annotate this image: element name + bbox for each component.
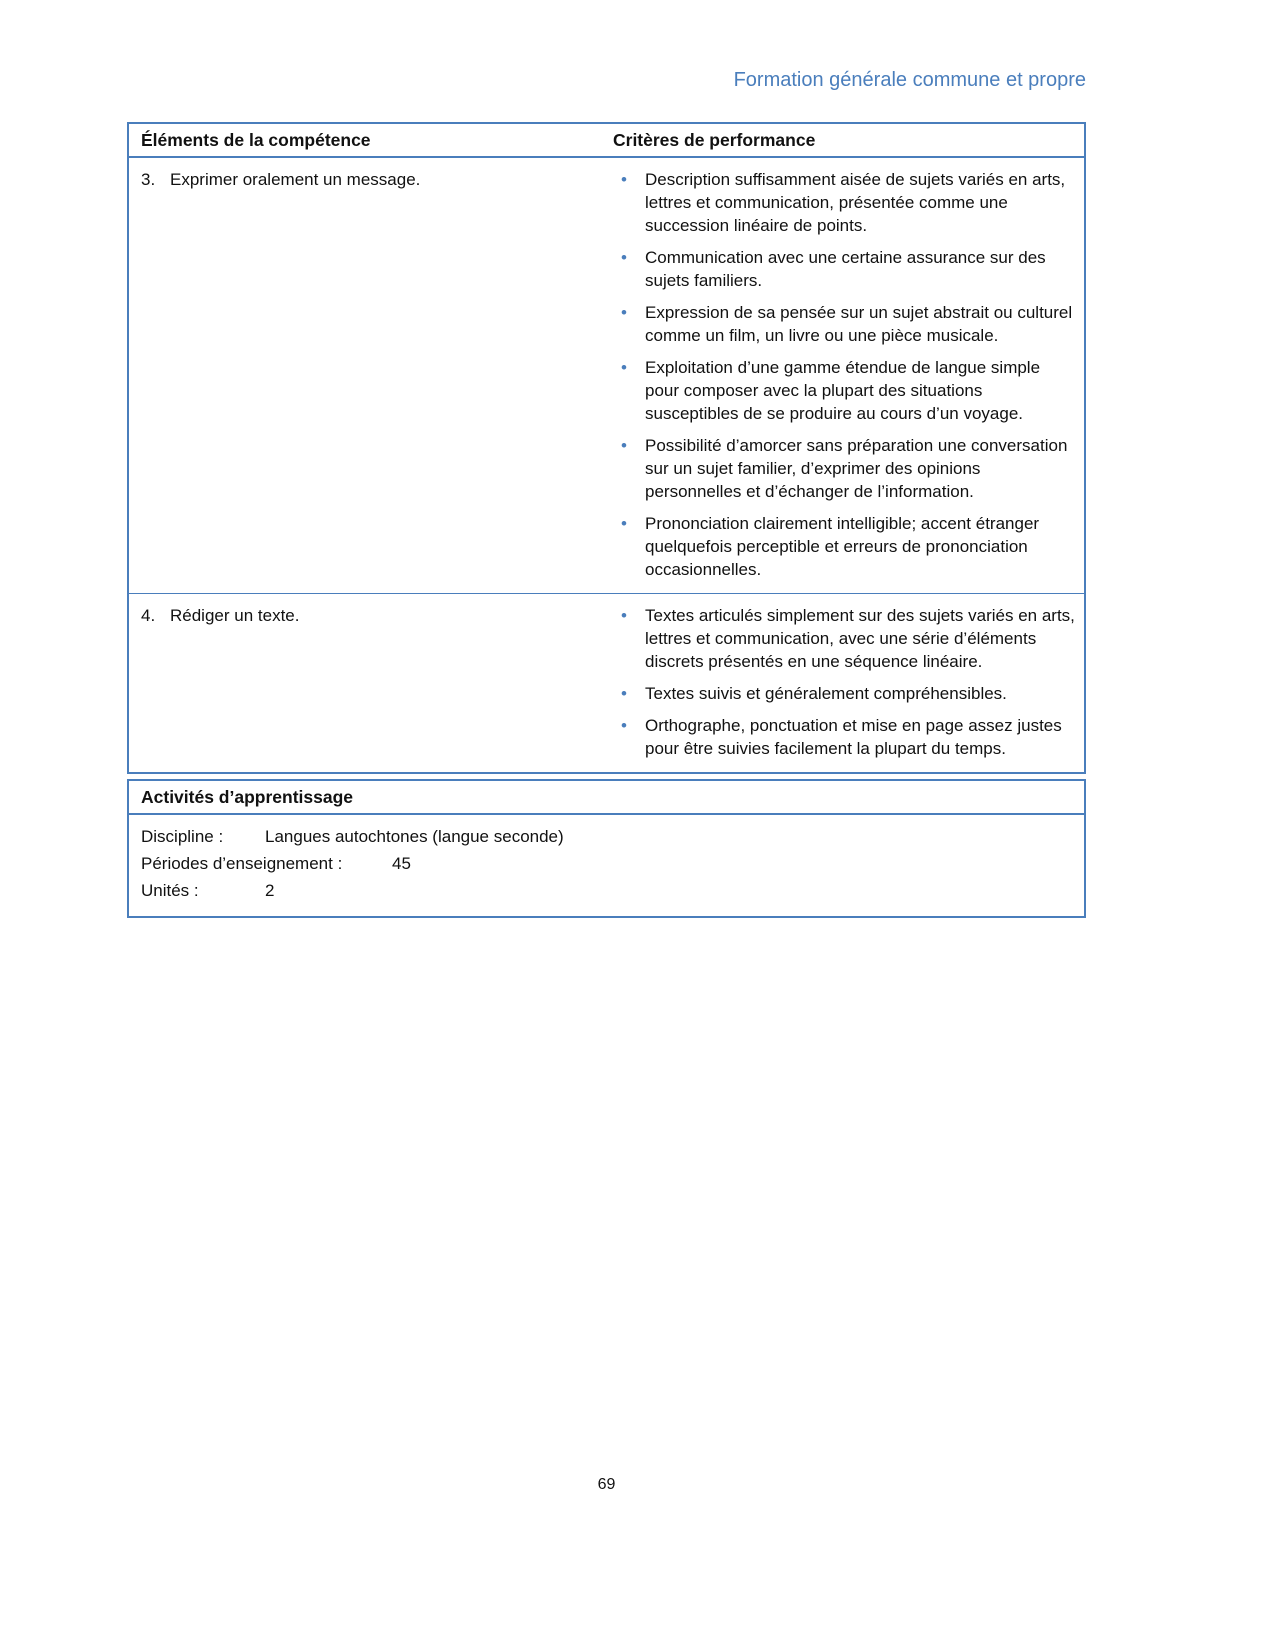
bullet-icon: • [621,684,627,703]
element-text: Exprimer oralement un message. [170,170,421,189]
page-content [127,0,1086,918]
activity-value: 2 [265,881,275,900]
criteria-text: Exploitation d’une gamme étendue de langue simple pour composer avec la plupart des situations susceptibles de se produire au cours d’un voyage. [645,358,1041,423]
criteria-item [613,512,1078,581]
criteria-text: Textes suivis et généralement compréhensibles. [645,684,1007,703]
activity-label: Unités : [141,881,199,900]
criteria-item [613,714,1078,760]
activities-body [129,815,1084,916]
criteria-item [613,301,1078,347]
competence-table-header-row [129,124,1084,158]
activity-row [141,823,1072,850]
bullet-icon: • [621,436,627,455]
element-cell [129,158,613,593]
competence-row [129,593,1084,772]
activity-value: 45 [392,854,411,873]
criteria-text: Expression de sa pensée sur un sujet abstrait ou culturel comme un film, un livre ou une pièce musicale. [645,303,1073,345]
bullet-icon: • [621,606,627,625]
element-number: 3. [141,170,156,189]
element-number: 4. [141,606,156,625]
bullet-icon: • [621,358,627,377]
bullet-icon: • [621,716,627,735]
bullet-icon: • [621,170,627,189]
element-cell [129,594,613,772]
activities-header: Activités d’apprentissage [129,781,1084,815]
criteria-cell [613,158,1084,593]
criteria-item [613,168,1078,237]
criteria-cell [613,594,1084,772]
activity-value: Langues autochtones (langue seconde) [265,827,564,846]
page-number: 69 [597,1476,616,1493]
criteria-text: Possibilité d’amorcer sans préparation une conversation sur un sujet familier, d’exprimer des opinions personnelles et d’échanger de l’information. [645,436,1068,501]
criteria-text: Prononciation clairement intelligible; accent étranger quelquefois perceptible et erreurs de prononciation occasionnelles. [645,514,1040,579]
criteria-text: Description suffisamment aisée de sujets variés en arts, lettres et communication, présentée comme une succession linéaire de points. [645,170,1066,235]
activity-label: Périodes d’enseignement : [141,854,343,873]
bullet-icon: • [621,303,627,322]
criteria-item [613,246,1078,292]
activity-row [141,850,1072,877]
criteria-text: Orthographe, ponctuation et mise en page assez justes pour être suivies facilement la plupart du temps. [645,716,1062,758]
col-header-elements: Éléments de la compétence [141,130,371,150]
bullet-icon: • [621,248,627,267]
competence-table [127,122,1086,774]
criteria-item [613,604,1078,673]
running-header: Formation générale commune et propre [733,69,1086,91]
element-text: Rédiger un texte. [170,606,300,625]
activity-row [141,877,1072,904]
criteria-item [613,434,1078,503]
criteria-text: Textes articulés simplement sur des sujets variés en arts, lettres et communication, avec une série d’éléments discrets présentés en une séquence linéaire. [645,606,1075,671]
criteria-item [613,356,1078,425]
criteria-text: Communication avec une certaine assurance sur des sujets familiers. [645,248,1046,290]
activity-label: Discipline : [141,827,224,846]
col-header-criteria: Critères de performance [613,130,816,150]
bullet-icon: • [621,514,627,533]
activities-box [127,779,1086,918]
competence-table-body [129,158,1084,772]
competence-row [129,158,1084,593]
criteria-item [613,682,1078,705]
